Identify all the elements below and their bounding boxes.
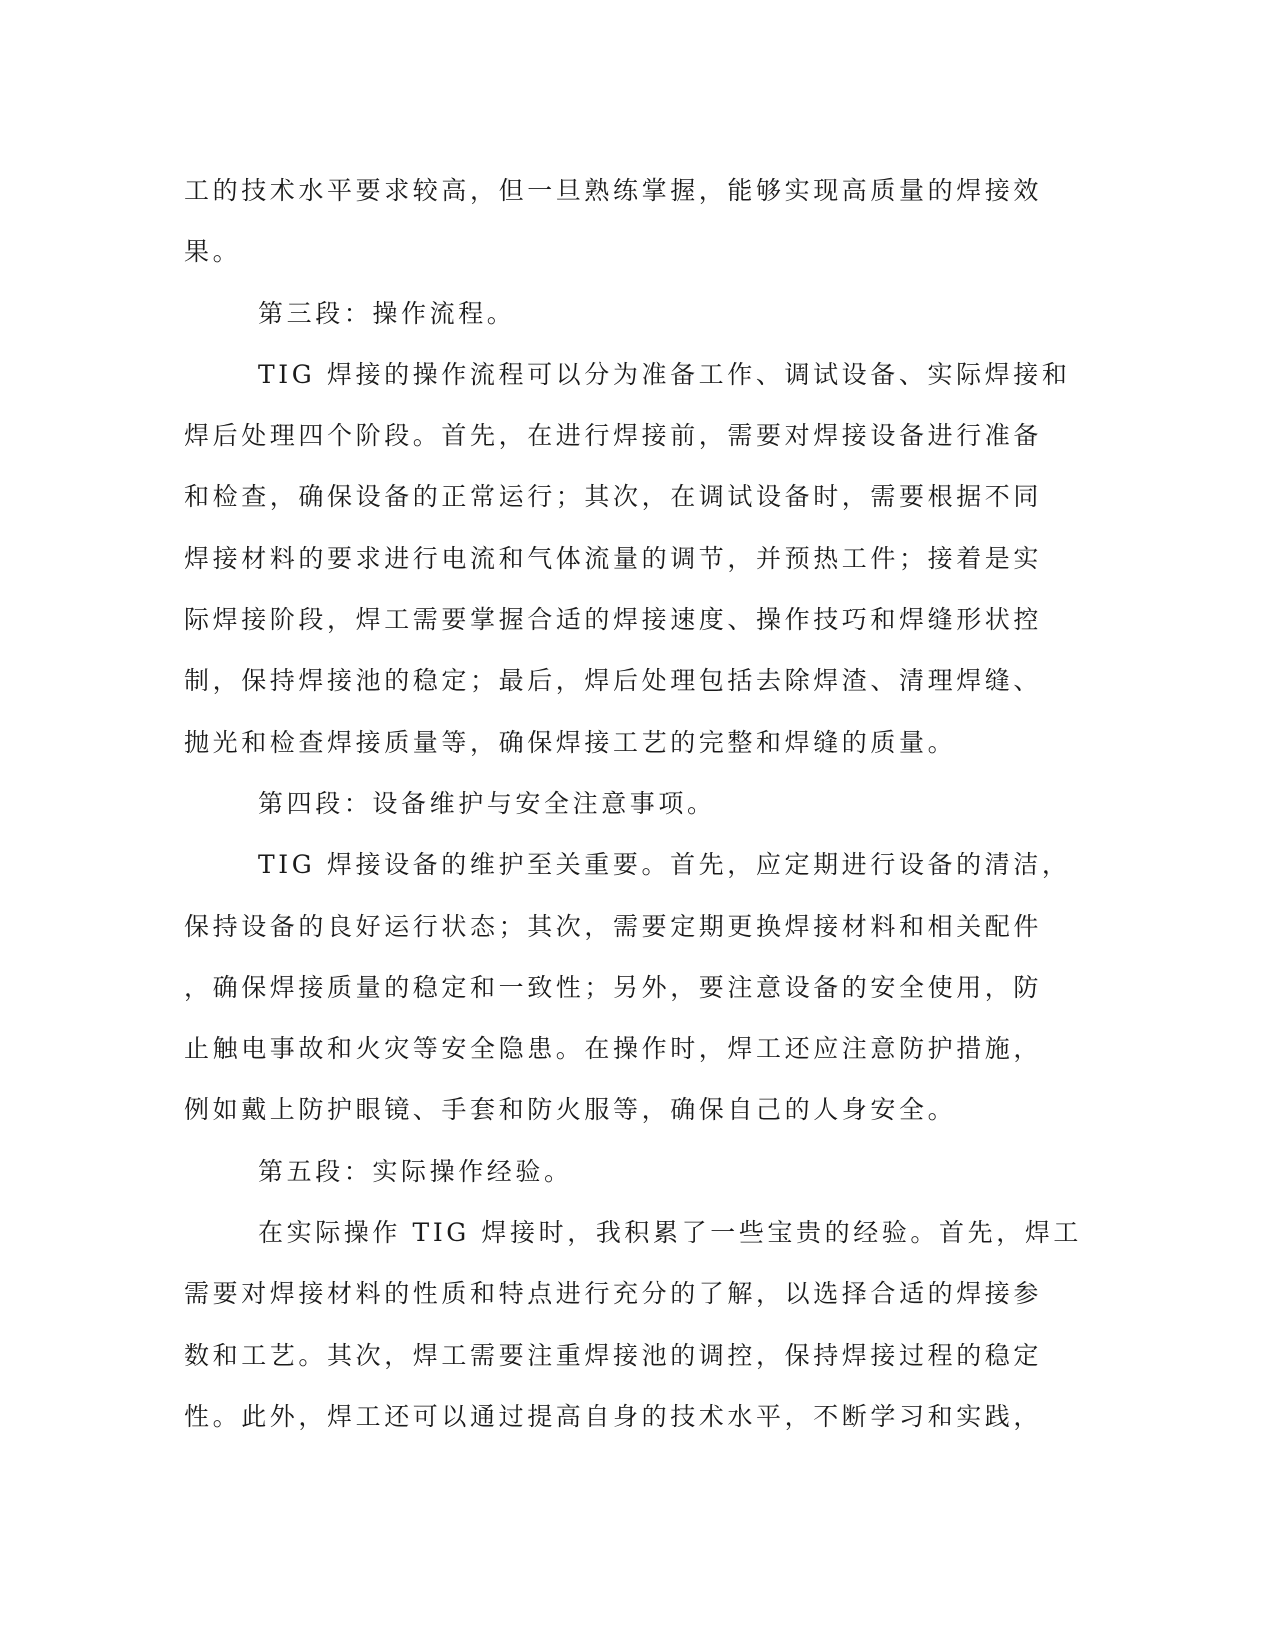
body-text — [184, 160, 1083, 1447]
text-line: 和检查，确保设备的正常运行；其次，在调试设备时，需要根据不同 — [184, 482, 1043, 512]
text-line: 例如戴上防护眼镜、手套和防火服等，确保自己的人身安全。 — [184, 1095, 957, 1125]
text-line: 数和工艺。其次，焊工需要注重焊接池的调控，保持焊接过程的稳定 — [184, 1340, 1043, 1370]
section-heading: 第五段：实际操作经验。 — [258, 1156, 573, 1186]
text-line: 保持设备的良好运行状态；其次，需要定期更换焊接材料和相关配件 — [184, 911, 1043, 941]
text-line: 止触电事故和火灾等安全隐患。在操作时，焊工还应注意防护措施， — [184, 1034, 1043, 1064]
text-line: 需要对焊接材料的性质和特点进行充分的了解，以选择合适的焊接参 — [184, 1279, 1043, 1309]
text-line: 在实际操作 TIG 焊接时，我积累了一些宝贵的经验。首先，焊工 — [258, 1218, 1083, 1248]
section-heading: 第四段：设备维护与安全注意事项。 — [258, 788, 716, 818]
text-line: 工的技术水平要求较高，但一旦熟练掌握，能够实现高质量的焊接效 — [184, 176, 1043, 205]
text-line: 抛光和检查焊接质量等，确保焊接工艺的完整和焊缝的质量。 — [184, 727, 957, 757]
text-line: 际焊接阶段，焊工需要掌握合适的焊接速度、操作技巧和焊缝形状控 — [184, 605, 1043, 635]
text-line: TIG 焊接的操作流程可以分为准备工作、调试设备、实际焊接和 — [258, 359, 1071, 389]
text-line: 焊接材料的要求进行电流和气体流量的调节，并预热工件；接着是实 — [184, 543, 1043, 573]
text-line: ，确保焊接质量的稳定和一致性；另外，要注意设备的安全使用，防 — [184, 972, 1043, 1002]
text-line: 果。 — [184, 237, 242, 267]
section-heading: 第三段：操作流程。 — [258, 298, 516, 328]
text-line: 焊后处理四个阶段。首先，在进行焊接前，需要对焊接设备进行准备 — [184, 421, 1043, 451]
text-line: 制，保持焊接池的稳定；最后，焊后处理包括去除焊渣、清理焊缝、 — [184, 666, 1043, 696]
text-line: TIG 焊接设备的维护至关重要。首先，应定期进行设备的清洁， — [258, 850, 1071, 880]
text-line: 性。此外，焊工还可以通过提高自身的技术水平，不断学习和实践， — [184, 1401, 1043, 1431]
